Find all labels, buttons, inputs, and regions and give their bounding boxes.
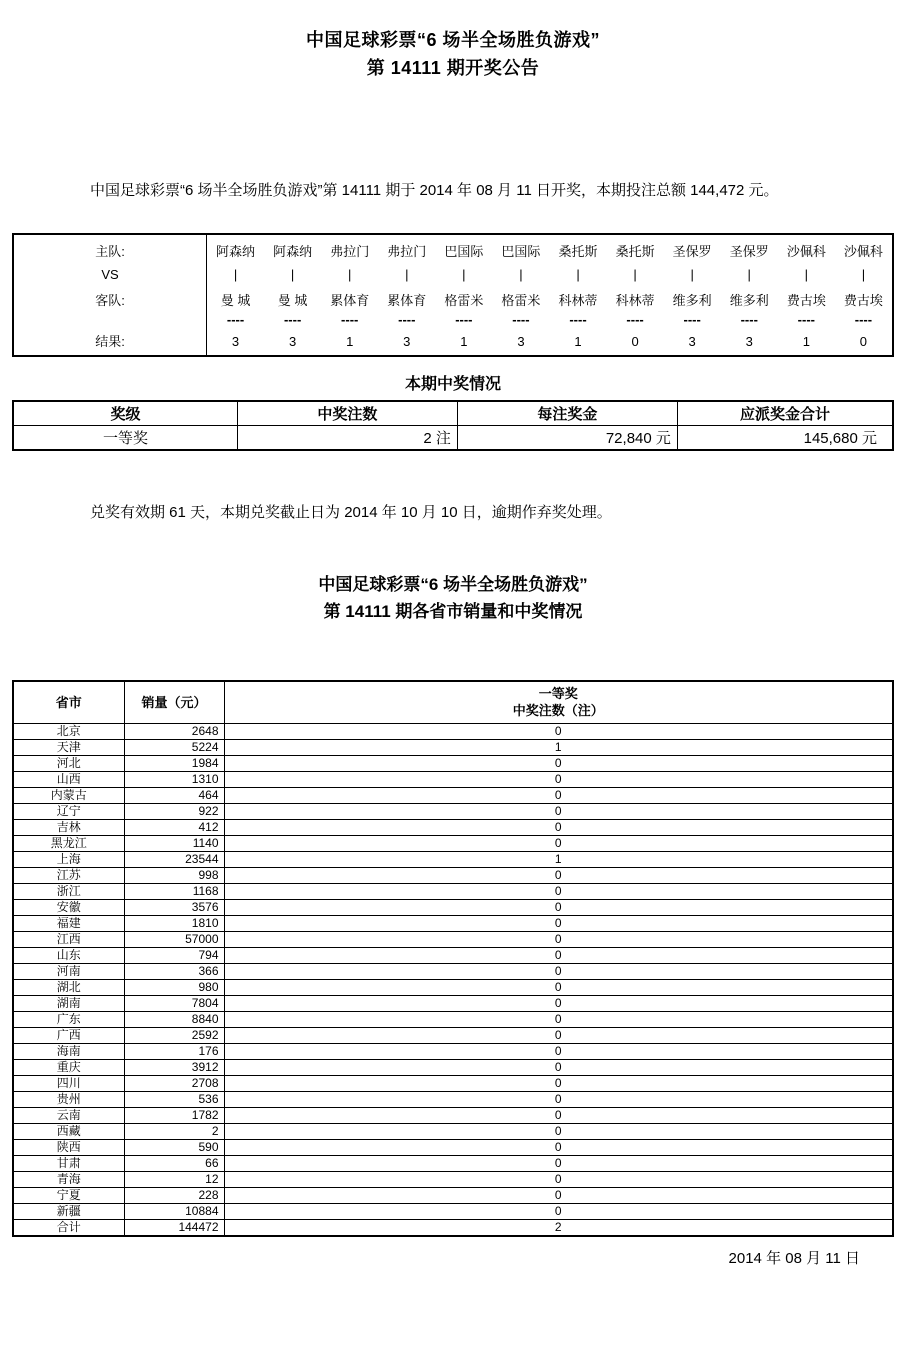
prize-count-cell: 2: [224, 1219, 893, 1236]
sales-amount-cell: 3576: [124, 899, 224, 915]
away-team-cell: 曼 城: [277, 293, 308, 308]
sales-amount-cell: 66: [124, 1155, 224, 1171]
sales-amount-cell: 2648: [124, 723, 224, 739]
province-table-row: [13, 1011, 893, 1027]
province-name-cell: 山东: [13, 947, 124, 963]
home-team-cell: 巴国际: [444, 244, 484, 259]
province-table-row: [13, 1139, 893, 1155]
province-table-row: [13, 1155, 893, 1171]
province-name-cell: 内蒙古: [13, 787, 124, 803]
match-column: [492, 235, 549, 355]
away-team-cell: 维多利: [672, 293, 712, 308]
match-column: [721, 235, 778, 355]
away-team-cell: 科林蒂: [615, 293, 655, 308]
result-cell: 1: [574, 334, 582, 349]
province-name-cell: 青海: [13, 1171, 124, 1187]
prize-count-cell: 1: [224, 851, 893, 867]
province-name-cell: 辽宁: [13, 803, 124, 819]
prize-count-cell: 0: [224, 1043, 893, 1059]
home-team-cell: 桑托斯: [615, 244, 655, 259]
vs-bar: |: [633, 267, 637, 282]
result-cell: 1: [802, 334, 810, 349]
sales-amount-cell: 1140: [124, 835, 224, 851]
prize-header-total: 应派奖金合计: [677, 401, 893, 425]
home-team-cell: 沙佩科: [843, 244, 883, 259]
match-column: [207, 235, 264, 355]
result-cell: 3: [289, 334, 297, 349]
prize-level-cell: 一等奖: [13, 425, 237, 450]
province-section-title-line1: 中国足球彩票“6 场半全场胜负游戏”: [318, 575, 588, 594]
province-name-cell: 河北: [13, 755, 124, 771]
province-table-row: [13, 1059, 893, 1075]
province-name-cell: 北京: [13, 723, 124, 739]
result-cell: 0: [859, 334, 868, 349]
province-table-row: [13, 1091, 893, 1107]
sales-amount-cell: 2708: [124, 1075, 224, 1091]
match-column: [664, 235, 721, 355]
prize-count-cell: 0: [224, 1171, 893, 1187]
prize-header-count: 中奖注数: [237, 401, 457, 425]
province-name-cell: 海南: [13, 1043, 124, 1059]
province-table-row: [13, 739, 893, 755]
sales-amount-cell: 536: [124, 1091, 224, 1107]
province-table-row: [13, 1219, 893, 1236]
province-table-row: [13, 1203, 893, 1219]
province-name-cell: 安徽: [13, 899, 124, 915]
province-table-header-row: [13, 681, 893, 723]
sales-amount-cell: 1782: [124, 1107, 224, 1123]
province-name-cell: 河南: [13, 963, 124, 979]
province-name-cell: 广东: [13, 1011, 124, 1027]
prize-count-cell: 0: [224, 1123, 893, 1139]
prize-count-cell: 0: [224, 931, 893, 947]
province-name-cell: 天津: [13, 739, 124, 755]
prize-count-cell: 1: [224, 739, 893, 755]
separator-dashes: ----: [226, 312, 245, 327]
vs-bar: |: [519, 267, 523, 282]
province-name-cell: 湖南: [13, 995, 124, 1011]
prize-table: [12, 400, 894, 451]
prize-total-cell: 145,680 元: [677, 425, 893, 450]
deadline-paragraph: 兑奖有效期 61 天，本期兑奖截止日为 2014 年 10 月 10 日，逾期作弃奖处理。: [90, 504, 612, 521]
document-title-line2: 第 14111 期开奖公告: [366, 58, 540, 78]
result-cell: 3: [745, 334, 753, 349]
sales-amount-cell: 1810: [124, 915, 224, 931]
sales-amount-cell: 412: [124, 819, 224, 835]
sales-amount-cell: 1984: [124, 755, 224, 771]
result-cell: 1: [346, 334, 354, 349]
sales-amount-cell: 998: [124, 867, 224, 883]
sales-amount-cell: 590: [124, 1139, 224, 1155]
sales-amount-cell: 10884: [124, 1203, 224, 1219]
prize-table-row: [13, 425, 893, 450]
province-table-row: [13, 723, 893, 739]
sales-amount-cell: 176: [124, 1043, 224, 1059]
sales-amount-cell: 3912: [124, 1059, 224, 1075]
province-table-row: [13, 883, 893, 899]
prize-count-cell: 0: [224, 883, 893, 899]
province-name-cell: 重庆: [13, 1059, 124, 1075]
home-team-row-label: 主队:: [95, 244, 125, 259]
vs-bar: |: [405, 267, 409, 282]
province-name-cell: 宁夏: [13, 1187, 124, 1203]
prize-count-cell: 0: [224, 1203, 893, 1219]
match-column: [321, 235, 378, 355]
province-name-cell: 新疆: [13, 1203, 124, 1219]
province-name-cell: 广西: [13, 1027, 124, 1043]
prize-count-cell: 0: [224, 787, 893, 803]
prize-count-cell: 0: [224, 1139, 893, 1155]
prize-count-cell: 0: [224, 803, 893, 819]
sales-amount-cell: 12: [124, 1171, 224, 1187]
vs-bar: |: [462, 267, 466, 282]
sales-amount-cell: 5224: [124, 739, 224, 755]
result-cell: 3: [688, 334, 696, 349]
matches-table: [12, 233, 894, 357]
prize-count-cell: 0: [224, 915, 893, 931]
prize-count-cell: 0: [224, 1155, 893, 1171]
prize-count-cell: 0: [224, 995, 893, 1011]
separator-dashes: ----: [398, 312, 416, 327]
away-team-cell: 累体育: [387, 293, 427, 308]
province-table-row: [13, 851, 893, 867]
result-cell: 1: [460, 334, 468, 349]
province-table-row: [13, 835, 893, 851]
document-date: 2014 年 08 月 11 日: [728, 1249, 860, 1267]
match-column: [607, 235, 664, 355]
first-prize-header: [224, 681, 893, 723]
province-header: 省市: [13, 681, 124, 723]
province-name-cell: 陕西: [13, 1139, 124, 1155]
prize-table-header-row: [13, 401, 893, 425]
vs-bar: |: [290, 267, 295, 282]
province-table-row: [13, 915, 893, 931]
prize-count-cell: 0: [224, 1059, 893, 1075]
province-table-row: [13, 947, 893, 963]
away-team-row-label: 客队:: [95, 293, 125, 308]
away-team-cell: 格雷米: [444, 293, 484, 308]
province-table-row: [13, 1123, 893, 1139]
province-section-title-line2: 第 14111 期各省市销量和中奖情况: [323, 602, 583, 621]
first-prize-header-line2: 中奖注数（注）: [512, 703, 604, 719]
province-name-cell: 吉林: [13, 819, 124, 835]
vs-bar: |: [233, 267, 238, 282]
province-table-row: [13, 771, 893, 787]
province-name-cell: 西藏: [13, 1123, 124, 1139]
province-table-row: [13, 1043, 893, 1059]
sales-amount-cell: 23544: [124, 851, 224, 867]
province-name-cell: 山西: [13, 771, 124, 787]
province-table: [12, 680, 894, 1237]
sales-amount-cell: 922: [124, 803, 224, 819]
separator-dashes: ----: [797, 312, 815, 327]
result-cell: 0: [631, 334, 639, 349]
prize-count-cell: 0: [224, 1091, 893, 1107]
separator-dashes: ----: [626, 312, 644, 327]
home-team-cell: 弗拉门: [330, 244, 370, 259]
away-team-cell: 费古埃: [843, 293, 883, 308]
province-table-row: [13, 1027, 893, 1043]
intro-paragraph: 中国足球彩票“6 场半全场胜负游戏”第 14111 期于 2014 年 08 月 11 日开奖，本期投注总额 144,472 元。: [90, 182, 779, 199]
province-table-row: [13, 819, 893, 835]
prize-count-cell: 0: [224, 1027, 893, 1043]
prize-count-cell: 0: [224, 947, 893, 963]
sales-amount-cell: 228: [124, 1187, 224, 1203]
prize-header-per-bet: 每注奖金: [457, 401, 677, 425]
separator-dashes: ----: [854, 312, 873, 327]
vs-row-label: VS: [101, 267, 119, 282]
sales-amount-cell: 366: [124, 963, 224, 979]
matches-row-labels: [14, 235, 207, 355]
prize-count-cell: 0: [224, 835, 893, 851]
separator-dashes: ----: [512, 312, 530, 327]
vs-bar: |: [747, 267, 751, 282]
province-name-cell: 上海: [13, 851, 124, 867]
province-section-title: [0, 571, 906, 625]
province-table-row: [13, 979, 893, 995]
sales-amount-cell: 2: [124, 1123, 224, 1139]
match-column: [835, 235, 892, 355]
prize-count-cell: 0: [224, 899, 893, 915]
prize-per-bet-cell: 72,840 元: [457, 425, 677, 450]
province-name-cell: 黑龙江: [13, 835, 124, 851]
away-team-cell: 格雷米: [501, 293, 541, 308]
match-column: [435, 235, 492, 355]
prize-count-cell: 0: [224, 1075, 893, 1091]
province-name-cell: 福建: [13, 915, 124, 931]
document-title-line1: 中国足球彩票“6 场半全场胜负游戏”: [305, 30, 600, 50]
match-column: [264, 235, 321, 355]
province-table-row: [13, 899, 893, 915]
vs-bar: |: [348, 267, 352, 282]
sales-amount-cell: 57000: [124, 931, 224, 947]
prize-section-title: 本期中奖情况: [404, 376, 501, 393]
province-name-cell: 合计: [13, 1219, 124, 1236]
match-column: [778, 235, 835, 355]
sales-amount-cell: 1310: [124, 771, 224, 787]
province-table-row: [13, 867, 893, 883]
home-team-cell: 弗拉门: [387, 244, 427, 259]
province-table-row: [13, 755, 893, 771]
province-name-cell: 江西: [13, 931, 124, 947]
result-cell: 3: [403, 334, 411, 349]
separator-dashes: ----: [683, 312, 701, 327]
province-name-cell: 四川: [13, 1075, 124, 1091]
away-team-cell: 科林蒂: [558, 293, 598, 308]
prize-count-cell: 0: [224, 979, 893, 995]
sales-amount-cell: 2592: [124, 1027, 224, 1043]
sales-amount-cell: 7804: [124, 995, 224, 1011]
prize-count-cell: 0: [224, 1107, 893, 1123]
sales-amount-cell: 464: [124, 787, 224, 803]
prize-count-cell: 0: [224, 1011, 893, 1027]
province-name-cell: 江苏: [13, 867, 124, 883]
home-team-cell: 圣保罗: [729, 244, 769, 259]
separator-dashes: ----: [283, 312, 302, 327]
match-column: [378, 235, 435, 355]
sales-amount-cell: 794: [124, 947, 224, 963]
province-table-row: [13, 1187, 893, 1203]
away-team-cell: 维多利: [729, 293, 769, 308]
sales-header: 销量（元）: [124, 681, 224, 723]
province-table-row: [13, 931, 893, 947]
match-column: [549, 235, 606, 355]
province-name-cell: 湖北: [13, 979, 124, 995]
vs-bar: |: [576, 267, 580, 282]
result-cell: 3: [231, 334, 240, 349]
home-team-cell: 巴国际: [501, 244, 541, 259]
sales-amount-cell: 8840: [124, 1011, 224, 1027]
first-prize-header-line1: 一等奖: [538, 686, 578, 702]
prize-count-cell: 0: [224, 1187, 893, 1203]
away-team-cell: 费古埃: [786, 293, 826, 308]
vs-bar: |: [690, 267, 694, 282]
match-columns: [207, 235, 892, 355]
result-row-label: 结果:: [95, 334, 125, 349]
prize-count-cell: 0: [224, 771, 893, 787]
prize-count-cell: 0: [224, 867, 893, 883]
province-table-row: [13, 1107, 893, 1123]
separator-dashes: ----: [455, 312, 473, 327]
prize-count-cell: 0: [224, 819, 893, 835]
vs-bar: |: [861, 267, 866, 282]
separator-dashes: ----: [569, 312, 587, 327]
sales-amount-cell: 980: [124, 979, 224, 995]
province-table-row: [13, 1171, 893, 1187]
home-team-cell: 阿森纳: [216, 244, 256, 259]
separator-dashes: ----: [341, 312, 359, 327]
province-table-row: [13, 787, 893, 803]
prize-count-cell: 0: [224, 723, 893, 739]
province-name-cell: 贵州: [13, 1091, 124, 1107]
away-team-cell: 累体育: [330, 293, 370, 308]
sales-amount-cell: 144472: [124, 1219, 224, 1236]
home-team-cell: 沙佩科: [786, 244, 826, 259]
province-table-row: [13, 995, 893, 1011]
result-cell: 3: [517, 334, 525, 349]
province-name-cell: 云南: [13, 1107, 124, 1123]
separator-dashes: ----: [740, 312, 758, 327]
vs-bar: |: [804, 267, 809, 282]
province-name-cell: 甘肃: [13, 1155, 124, 1171]
province-table-row: [13, 803, 893, 819]
prize-count-cell: 0: [224, 755, 893, 771]
home-team-cell: 桑托斯: [558, 244, 598, 259]
prize-header-level: 奖级: [13, 401, 237, 425]
province-name-cell: 浙江: [13, 883, 124, 899]
prize-count-cell: 2 注: [237, 425, 457, 450]
home-team-cell: 阿森纳: [273, 244, 313, 259]
away-team-cell: 曼 城: [220, 293, 251, 308]
prize-count-cell: 0: [224, 963, 893, 979]
province-table-row: [13, 1075, 893, 1091]
province-table-row: [13, 963, 893, 979]
home-team-cell: 圣保罗: [672, 244, 712, 259]
sales-amount-cell: 1168: [124, 883, 224, 899]
separator-row-label: [14, 315, 206, 328]
document-title: [0, 0, 906, 82]
